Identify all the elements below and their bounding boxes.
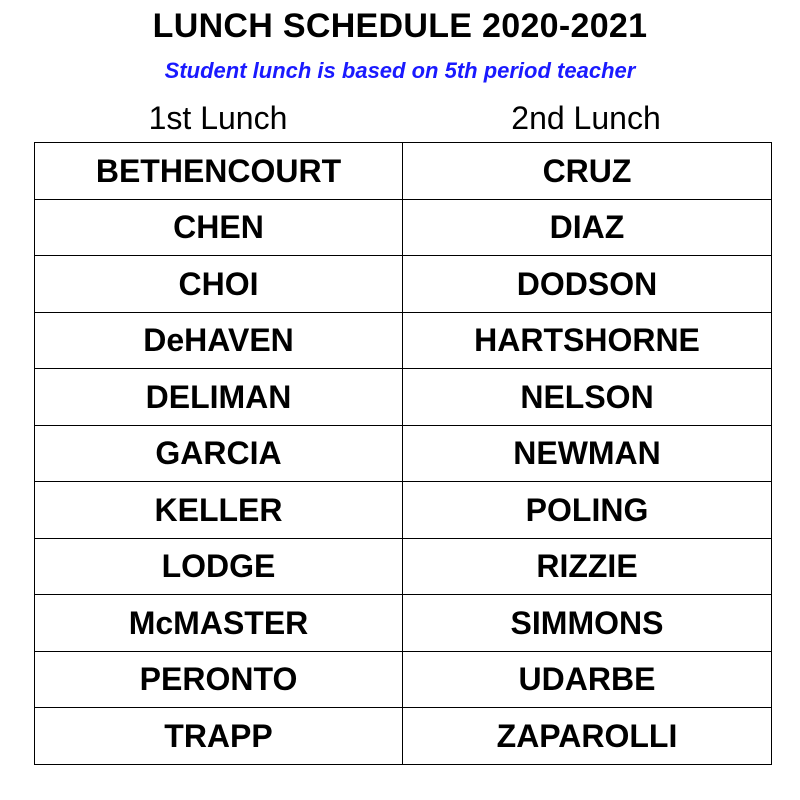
second-lunch-teacher: CRUZ: [403, 143, 772, 200]
first-lunch-teacher: TRAPP: [35, 708, 403, 765]
first-lunch-teacher: DELIMAN: [35, 369, 403, 426]
table-row: [35, 651, 772, 708]
table-row: [35, 256, 772, 313]
first-lunch-teacher: McMASTER: [35, 595, 403, 652]
table-row: [35, 538, 772, 595]
second-lunch-teacher: SIMMONS: [403, 595, 772, 652]
first-lunch-teacher: CHOI: [35, 256, 403, 313]
subtitle-note: Student lunch is based on 5th period teacher: [164, 58, 636, 83]
second-lunch-teacher: DODSON: [403, 256, 772, 313]
first-lunch-teacher: LODGE: [35, 538, 403, 595]
column-header-second-lunch: 2nd Lunch: [511, 100, 661, 136]
table-row: [35, 595, 772, 652]
table-row: [35, 143, 772, 200]
lunch-schedule-table: [34, 142, 772, 765]
second-lunch-teacher: ZAPAROLLI: [403, 708, 772, 765]
second-lunch-teacher: POLING: [403, 482, 772, 539]
column-header-first-lunch: 1st Lunch: [148, 100, 288, 136]
second-lunch-teacher: UDARBE: [403, 651, 772, 708]
second-lunch-teacher: DIAZ: [403, 199, 772, 256]
lunch-schedule-body: [35, 143, 772, 765]
table-row: [35, 199, 772, 256]
second-lunch-teacher: RIZZIE: [403, 538, 772, 595]
table-row: [35, 482, 772, 539]
second-lunch-teacher: HARTSHORNE: [403, 312, 772, 369]
first-lunch-teacher: CHEN: [35, 199, 403, 256]
first-lunch-teacher: KELLER: [35, 482, 403, 539]
second-lunch-teacher: NELSON: [403, 369, 772, 426]
first-lunch-teacher: GARCIA: [35, 425, 403, 482]
table-row: [35, 369, 772, 426]
table-row: [35, 425, 772, 482]
first-lunch-teacher: PERONTO: [35, 651, 403, 708]
first-lunch-teacher: DeHAVEN: [35, 312, 403, 369]
table-row: [35, 708, 772, 765]
first-lunch-teacher: BETHENCOURT: [35, 143, 403, 200]
page-title: LUNCH SCHEDULE 2020-2021: [152, 7, 648, 45]
second-lunch-teacher: NEWMAN: [403, 425, 772, 482]
table-row: [35, 312, 772, 369]
